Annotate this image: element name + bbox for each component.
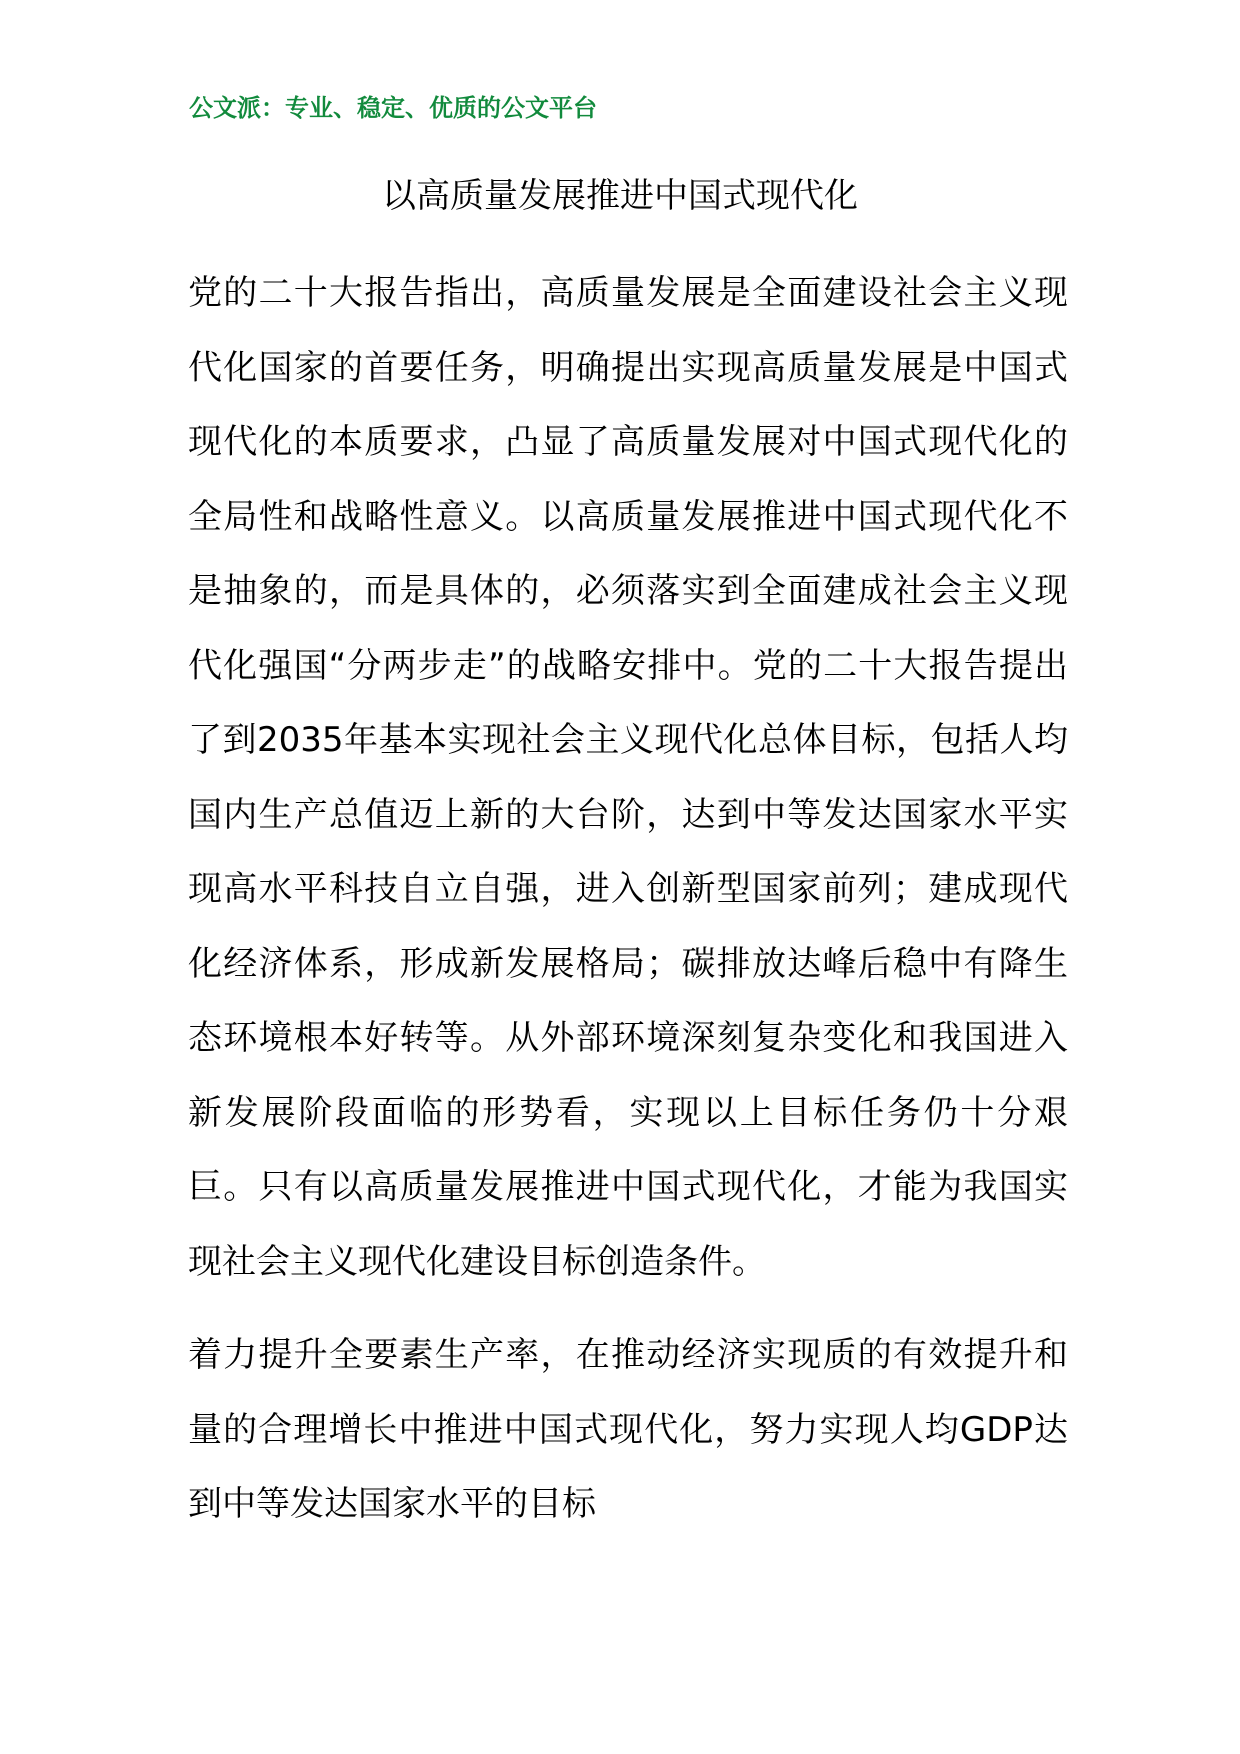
body-paragraph-1: 党的二十大报告指出，高质量发展是全面建设社会主义现代化国家的首要任务，明确提出实现高质量发展是中国式现代化的本质要求，凸显了高质量发展对中国式现代化的全局性和战略性意义。以高质量发展推进中国式现代化不是抽象的，而是具体的，必须落实到全面建成社会主义现代化强国“分两步走”的战略安排中。党的二十大报告提出了到2035年基本实现社会主义现代化总体目标，包括人均国内生产总值迈上新的大台阶，达到中等发达国家水平实现高水平科技自立自强，进入创新型国家前列；建成现代化经济体系，形成新发展格局；碳排放达峰后稳中有降生态环境根本好转等。从外部环境深刻复杂变化和我国进入新发展阶段面临的形势看，实现以上目标任务仍十分艰巨。只有以高质量发展推进中国式现代化，才能为我国实现社会主义现代化建设目标创造条件。 <box>188 273 1068 1282</box>
document-title: 以高质量发展推进中国式现代化 <box>382 176 858 216</box>
body-paragraph-2: 着力提升全要素生产率，在推动经济实现质的有效提升和量的合理增长中推进中国式现代化，努力实现人均GDP达到中等发达国家水平的目标 <box>188 1335 1068 1524</box>
header-slogan: 公文派：专业、稳定、优质的公文平台 <box>189 94 597 122</box>
